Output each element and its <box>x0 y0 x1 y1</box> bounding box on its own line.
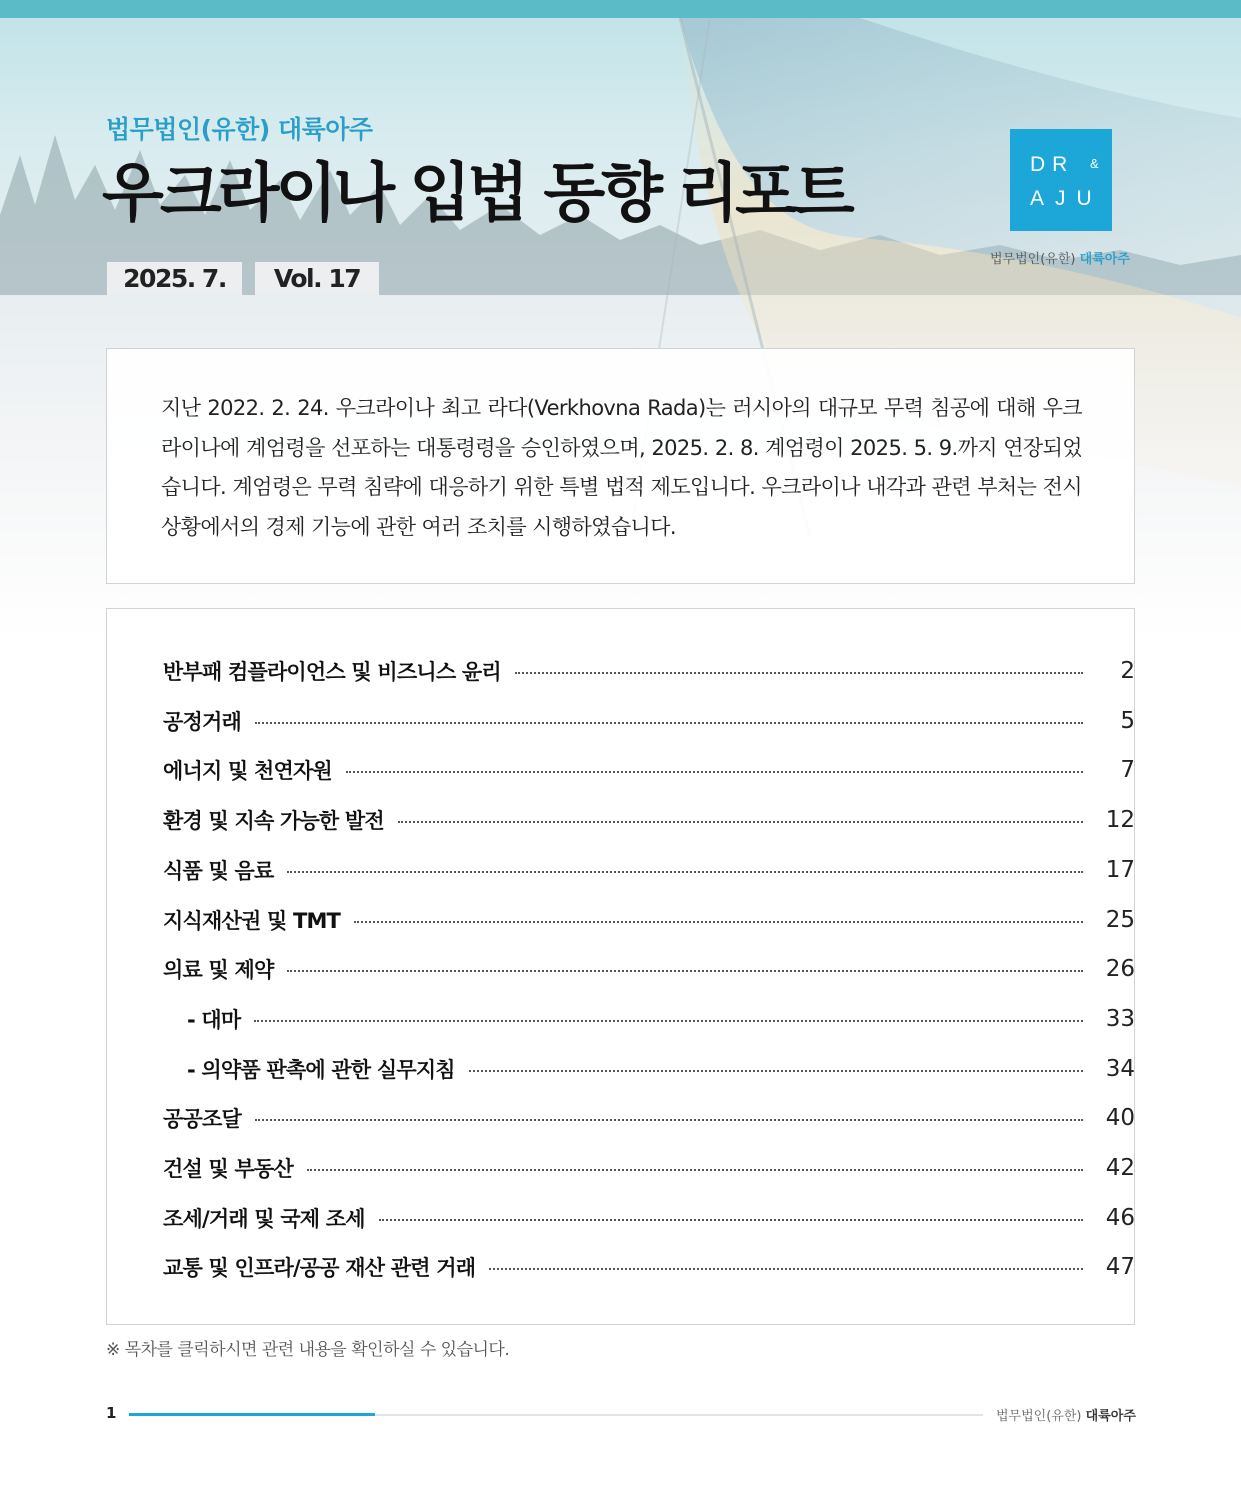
firm-name: 법무법인(유한) 대륙아주 <box>106 115 373 144</box>
toc-leader-dots <box>515 672 1083 674</box>
toc-item-page[interactable]: 33 <box>1105 1005 1135 1032</box>
logo-caption-name: 대륙아주 <box>1079 252 1130 267</box>
toc-item-title[interactable]: 건설 및 부동산 <box>163 1157 293 1181</box>
toc-leader-dots <box>354 921 1083 923</box>
toc-item-page[interactable]: 34 <box>1105 1055 1135 1082</box>
logo-line2: AJU <box>1030 187 1103 210</box>
report-title: 우크라이나 입법 동향 리포트 <box>102 157 851 231</box>
toc-item[interactable] <box>163 1250 1135 1284</box>
toc-leader-dots <box>255 722 1083 724</box>
table-of-contents <box>106 608 1135 1325</box>
toc-item-title[interactable]: 에너지 및 천연자원 <box>163 759 332 784</box>
footer-firm-prefix: 법무법인(유한) <box>996 1409 1082 1424</box>
volume-badge: Vol. 17 <box>255 262 379 295</box>
logo-caption-prefix: 법무법인(유한) <box>990 252 1076 267</box>
toc-item[interactable] <box>163 903 1135 937</box>
toc-item-title[interactable]: - 의약품 판촉에 관한 실무지침 <box>187 1057 455 1082</box>
toc-item-page[interactable]: 7 <box>1120 757 1135 784</box>
toc-leader-dots <box>346 771 1083 773</box>
toc-item-title[interactable]: 공공조달 <box>163 1107 241 1132</box>
toc-item[interactable] <box>163 1201 1135 1235</box>
toc-item[interactable] <box>163 753 1135 787</box>
toc-leader-dots <box>398 821 1083 823</box>
toc-leader-dots <box>287 970 1083 972</box>
toc-item[interactable] <box>163 1101 1135 1135</box>
toc-note: ※ 목차를 클릭하시면 관련 내용을 확인하실 수 있습니다. <box>106 1340 510 1360</box>
footer-firm-label: 대륙아주 <box>1085 1409 1136 1424</box>
toc-item[interactable] <box>163 952 1135 986</box>
toc-leader-dots <box>255 1119 1083 1121</box>
toc-item-page[interactable]: 42 <box>1105 1155 1135 1181</box>
toc-leader-dots <box>489 1268 1083 1270</box>
toc-item-page[interactable]: 2 <box>1120 658 1135 684</box>
toc-item-title[interactable]: 공정거래 <box>163 709 241 734</box>
issue-date-badge: 2025. 7. <box>107 262 242 295</box>
toc-item[interactable] <box>163 853 1135 887</box>
footer-firm-name <box>996 1405 1136 1424</box>
toc-leader-dots <box>379 1219 1083 1221</box>
toc-item-page[interactable]: 47 <box>1105 1254 1135 1281</box>
page-number: 1 <box>106 1404 117 1422</box>
toc-item-title[interactable]: 지식재산권 및 TMT <box>163 908 341 933</box>
toc-item-page[interactable]: 25 <box>1105 906 1135 933</box>
toc-item[interactable] <box>163 704 1135 738</box>
intro-paragraph: 지난 2022. 2. 24. 우크라이나 최고 라다(Verkhovna Rada)는 러시아의 대규모 무력 침공에 대해 우크라이나에 계엄령을 선포하는 대통령령을 승인하였으며, 2025. 2. 8. 계엄령이 2025. 5. 9.까지 연장되었습니다. 계엄령은 무력 침략에 대응하기 위한 특별 법적 제도입니다. 우크라이나 내각과 관련 부처는 전시 상황에서의 경제 기능에 관한 여러 조치를 시행하였습니다. <box>161 396 1082 539</box>
toc-leader-dots <box>287 871 1083 873</box>
logo-line1: DR <box>1030 153 1075 176</box>
toc-item-page[interactable]: 17 <box>1105 856 1135 883</box>
toc-item[interactable] <box>163 1151 1135 1185</box>
toc-item-title[interactable]: 조세/거래 및 국제 조세 <box>163 1206 365 1231</box>
toc-item-title[interactable]: 의료 및 제약 <box>163 958 274 983</box>
toc-item[interactable] <box>163 1002 1135 1036</box>
firm-logo <box>1010 129 1112 231</box>
toc-item-page[interactable]: 12 <box>1105 807 1135 834</box>
toc-leader-dots <box>469 1070 1083 1072</box>
toc-leader-dots <box>307 1169 1083 1171</box>
toc-item[interactable] <box>163 1052 1135 1086</box>
logo-caption <box>990 248 1130 267</box>
toc-item[interactable] <box>163 654 1135 688</box>
intro-box <box>106 348 1135 584</box>
footer-progress-accent <box>129 1413 375 1416</box>
toc-item-title[interactable]: 환경 및 지속 가능한 발전 <box>163 809 384 834</box>
toc-item-page[interactable]: 5 <box>1120 707 1135 734</box>
toc-item-page[interactable]: 40 <box>1105 1105 1135 1132</box>
top-accent-band <box>0 0 1241 18</box>
logo-ampersand: & <box>1090 156 1099 171</box>
toc-item-title[interactable]: 식품 및 음료 <box>163 858 274 883</box>
toc-item-page[interactable]: 26 <box>1105 956 1135 983</box>
toc-item-page[interactable]: 46 <box>1105 1204 1135 1231</box>
toc-item-title[interactable]: 교통 및 인프라/공공 재산 관련 거래 <box>163 1256 476 1281</box>
toc-item-title[interactable]: - 대마 <box>187 1007 241 1032</box>
toc-item-title[interactable]: 반부패 컴플라이언스 및 비즈니스 윤리 <box>163 660 501 684</box>
toc-item[interactable] <box>163 803 1135 837</box>
toc-leader-dots <box>254 1020 1083 1022</box>
